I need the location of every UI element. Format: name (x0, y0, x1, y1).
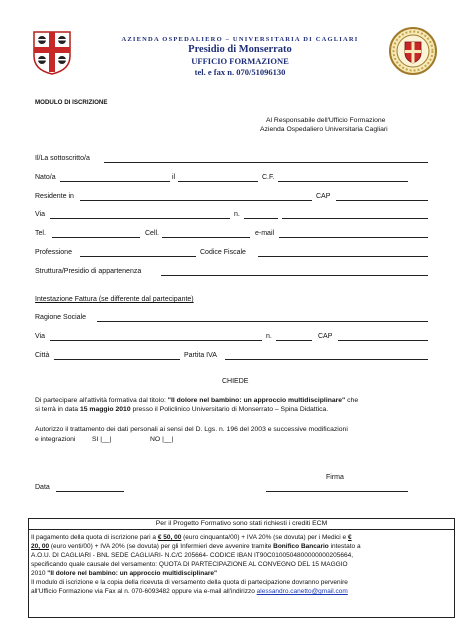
fee-nurses: 20, 00 (31, 543, 50, 550)
label-struttura: Struttura/Presidio di appartenenza (35, 268, 142, 275)
invoice-heading: Intestazione Fattura (se differente dal partecipante) (35, 296, 194, 303)
box-course-title: "Il dolore nel bambino: un approccio multidisciplinare" (47, 570, 218, 577)
form-title: MODULO DI ISCRIZIONE (35, 99, 108, 106)
label-cf: C.F. (262, 174, 275, 181)
label-email: e-mail (255, 230, 275, 237)
box-l1-text2: (euro cinquanta/00) + IVA 20% (se dovuta) per i Medici e (181, 534, 348, 541)
box-l2-text2: intestato a (328, 543, 361, 550)
privacy-line-2: e integrazioni (35, 436, 76, 443)
addressee-line1: Al Responsabile dell'Ufficio Formazione (266, 117, 386, 124)
box-title: Per il Progetto Formativo sono stati richiesti i crediti ECM (29, 519, 454, 530)
field-ragione-sociale[interactable] (97, 321, 428, 322)
university-seal-logo (388, 26, 438, 76)
label-tel: Tel. (35, 230, 46, 237)
label-firma: Firma (326, 474, 344, 481)
label-nato: Nato/a (35, 174, 56, 181)
box-line-1 (31, 534, 352, 541)
box-l7-text: all'Ufficio Formazione via Fax al n. 070-6093482 oppure via e-mail all'indirizzo (31, 588, 257, 595)
request-date-prefix: si terrà in data (35, 406, 80, 413)
label-professione: Professione (35, 249, 72, 256)
field-il[interactable] (178, 181, 258, 182)
label-data: Data (35, 484, 50, 491)
label-ragione-sociale: Ragione Sociale (35, 314, 86, 321)
field-nato[interactable] (60, 181, 170, 182)
field-codice-fiscale[interactable] (258, 256, 428, 257)
field-citta[interactable] (54, 359, 180, 360)
box-line-7 (31, 588, 348, 595)
contact-email-link[interactable]: alessandro.canetto@gmail.com (256, 588, 348, 595)
field-sottoscritto[interactable] (104, 162, 428, 163)
box-line-5 (31, 570, 217, 577)
field-cell[interactable] (162, 237, 250, 238)
payment-info-box (28, 518, 455, 618)
request-text-a: Di partecipare all'attività formativa dal titolo: (35, 397, 168, 404)
fee-nurses-currency: € (347, 534, 352, 541)
field-partita-iva[interactable] (225, 359, 428, 360)
privacy-no-checkbox[interactable]: NO |__| (150, 436, 174, 443)
label-invoice-n: n. (266, 333, 272, 340)
course-title: "Il dolore nel bambino: un approccio multidisciplinare" (167, 397, 346, 404)
label-citta: Città (35, 352, 50, 359)
field-via[interactable] (50, 218, 230, 219)
sardinia-coat-of-arms-logo (30, 28, 74, 76)
label-cell: Cell. (145, 230, 160, 237)
chiede-heading: CHIEDE (222, 378, 249, 385)
payment-method: Bonifico Bancario (273, 543, 329, 550)
label-sottoscritto: Il/La sottoscritto/a (35, 155, 90, 162)
addressee-line2: Azienda Ospedaliero Universitaria Cagliari (260, 126, 388, 133)
label-invoice-via: Via (35, 333, 45, 340)
fee-doctors: € 50, 00 (157, 534, 182, 541)
field-invoice-cap[interactable] (338, 340, 428, 341)
label-partita-iva: Partita IVA (184, 352, 217, 359)
label-cap: CAP (316, 193, 331, 200)
box-line-6: Il modulo di iscrizione e la copia della ricevuta di versamento della quota di partecipazione dovranno pervenire (31, 579, 348, 586)
request-text-c: che (345, 397, 359, 404)
request-location: presso il Policlinico Universitario di Monserrato – Spina Didattica. (130, 406, 329, 413)
field-cap[interactable] (336, 200, 428, 201)
field-invoice-n[interactable] (276, 340, 312, 341)
label-via: Via (35, 211, 45, 218)
box-l5-year: 2010 (31, 570, 48, 577)
field-invoice-via[interactable] (50, 340, 262, 341)
box-line-3: A.O.U. DI CAGLIARI - BNL SEDE CAGLIARI- N.C/C 205664- CODICE IBAN IT90C0100504800000000205664, (31, 552, 354, 559)
field-firma[interactable] (266, 491, 408, 492)
field-struttura[interactable] (161, 275, 428, 276)
box-l2-text: (euro venti/00) + IVA 20% (se dovuta) per gli Infermieri deve avvenire tramite (49, 543, 274, 550)
field-cf[interactable] (278, 181, 408, 182)
label-residente: Residente in (35, 193, 74, 200)
box-line-4: specificando quale causale del versamento: QUOTA DI PARTECIPAZIONE AL CONVEGNO DEL 15 MAGGIO (31, 561, 348, 568)
header-org: AZIENDA OSPEDALIERO – UNIVERSITARIA DI CAGLIARI (121, 36, 359, 43)
label-invoice-cap: CAP (318, 333, 333, 340)
header-presidio: Presidio di Monserrato (188, 44, 292, 55)
field-n[interactable] (244, 218, 278, 219)
label-codice-fiscale: Codice Fiscale (200, 249, 246, 256)
privacy-yes-checkbox[interactable]: SI |__| (92, 436, 112, 443)
label-il: il (172, 174, 176, 181)
box-line-2 (31, 543, 361, 550)
request-line-1 (35, 397, 358, 404)
header-office: UFFICIO FORMAZIONE (191, 56, 289, 66)
box-l1-text: Il pagamento della quota di iscrizione pari a (31, 534, 158, 541)
field-data[interactable] (56, 491, 124, 492)
course-date: 15 maggio 2010 (79, 406, 131, 413)
field-residente[interactable] (80, 200, 312, 201)
field-tel[interactable] (52, 237, 140, 238)
field-via-extra[interactable] (282, 218, 428, 219)
request-line-2 (35, 406, 328, 413)
field-professione[interactable] (80, 256, 196, 257)
privacy-line-1: Autorizzo il trattamento dei dati personali ai sensi del D. Lgs. n. 196 del 2003 e successive modificazioni (35, 426, 348, 433)
label-n: n. (234, 211, 240, 218)
header-phone: tel. e fax n. 070/51096130 (194, 67, 286, 77)
field-email[interactable] (279, 237, 428, 238)
